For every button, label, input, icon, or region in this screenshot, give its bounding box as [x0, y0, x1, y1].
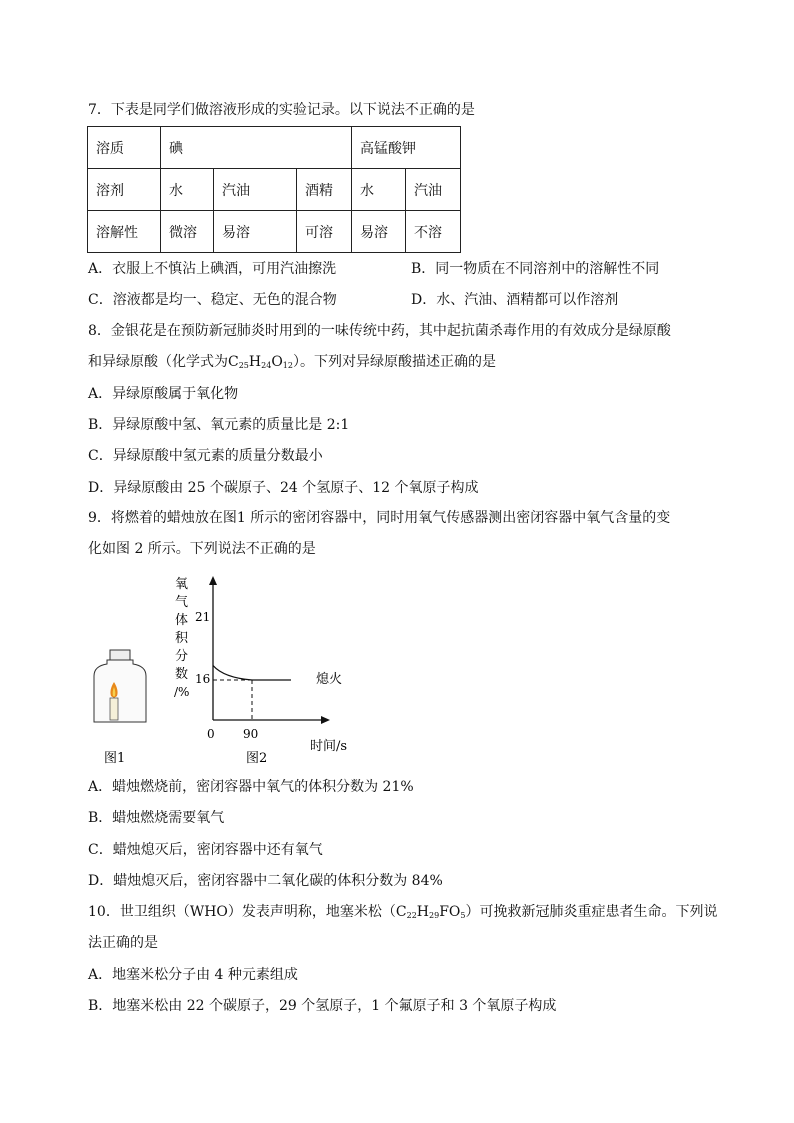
q7-stem: 7．下表是同学们做溶液形成的实验记录。以下说法不正确的是 — [88, 102, 475, 118]
y-axis-label: 氧 — [175, 577, 189, 592]
y-axis-arrow-icon — [209, 576, 217, 585]
table-cell: 易溶 — [352, 211, 406, 253]
y-axis-label: 气 — [175, 595, 189, 610]
q8-stem-line2 — [88, 352, 496, 376]
q9-option-a[interactable]: A．蜡烛燃烧前，密闭容器中氧气的体积分数为 21% — [88, 779, 414, 795]
q8-option-a[interactable]: A．异绿原酸属于氧化物 — [88, 386, 239, 402]
q10-stem-line1 — [88, 902, 718, 926]
table-cell: 溶解性 — [88, 211, 161, 253]
x-axis-arrow-icon — [321, 716, 330, 724]
q10-option-a[interactable]: A．地塞米松分子由 4 种元素组成 — [88, 967, 298, 983]
y-tick-21: 21 — [195, 610, 211, 624]
subscript: 25 — [238, 361, 249, 370]
y-axis-label: 分 — [175, 649, 189, 664]
fig2-label: 图2 — [246, 751, 268, 766]
q10-stem-text: ）可挽救新冠肺炎重症患者生命。下列说 — [465, 904, 718, 920]
table-cell: 溶质 — [88, 127, 161, 169]
x-tick-90: 90 — [243, 727, 259, 741]
table-cell: 碘 — [161, 127, 352, 169]
table-cell: 水 — [161, 169, 214, 211]
formula-part: H — [248, 354, 262, 370]
q10-stem-line2: 法正确的是 — [88, 935, 158, 951]
formula-part: H — [416, 904, 430, 920]
y-axis-label: 数 — [175, 667, 189, 682]
q9-option-c[interactable]: C．蜡烛熄灭后，密闭容器中还有氧气 — [88, 842, 323, 858]
q9-option-d[interactable]: D．蜡烛熄灭后，密闭容器中二氧化碳的体积分数为 84% — [88, 873, 443, 889]
x-tick-0: 0 — [207, 727, 215, 741]
bottle-with-candle-illustration — [94, 650, 146, 722]
table-cell: 易溶 — [214, 211, 297, 253]
q8-option-c[interactable]: C．异绿原酸中氢元素的质量分数最小 — [88, 448, 323, 464]
table-cell: 溶剂 — [88, 169, 161, 211]
q8-stem-text: 和异绿原酸（化学式为C — [88, 354, 239, 370]
q10-stem-text: 10．世卫组织（WHO）发表声明称，地塞米松（C — [88, 904, 407, 920]
q9-stem-line1: 9．将燃着的蜡烛放在图1 所示的密闭容器中，同时用氧气传感器测出密闭容器中氧气含量的变 — [88, 510, 671, 526]
table-cell: 高锰酸钾 — [352, 127, 461, 169]
table-cell: 不溶 — [406, 211, 461, 253]
fig1-label: 图1 — [104, 751, 126, 766]
q10-option-b[interactable]: B．地塞米松由 22 个碳原子，29 个氢原子，1 个氟原子和 3 个氧原子构成 — [88, 998, 557, 1014]
q8-option-b[interactable]: B．异绿原酸中氢、氧元素的质量比是 2:1 — [88, 417, 350, 433]
q9-figure — [80, 570, 410, 785]
subscript: 22 — [406, 911, 417, 920]
annotation-extinguish: 熄火 — [316, 672, 343, 687]
subscript: 24 — [261, 361, 272, 370]
q7-table — [87, 126, 461, 253]
formula-part: O — [271, 354, 283, 370]
table-cell: 微溶 — [161, 211, 214, 253]
subscript: 29 — [429, 911, 440, 920]
table-cell: 可溶 — [297, 211, 352, 253]
oxygen-curve-series-line — [213, 666, 291, 681]
table-cell: 酒精 — [297, 169, 352, 211]
table-cell: 汽油 — [406, 169, 461, 211]
y-axis-label: 体 — [175, 613, 189, 628]
y-axis-unit: /% — [174, 685, 190, 699]
q9-stem-line2: 化如图 2 所示。下列说法不正确的是 — [88, 541, 316, 557]
y-axis-label: 积 — [175, 631, 189, 646]
subscript: 5 — [460, 911, 466, 920]
q8-option-d[interactable]: D．异绿原酸由 25 个碳原子、24 个氢原子、12 个氧原子构成 — [88, 480, 479, 496]
x-axis-label: 时间/s — [310, 739, 348, 754]
q9-option-b[interactable]: B．蜡烛燃烧需要氧气 — [88, 810, 225, 826]
q7-option-c[interactable]: C．溶液都是均一、稳定、无色的混合物 — [88, 292, 337, 308]
q8-stem-text: ）。下列对异绿原酸描述正确的是 — [292, 354, 496, 370]
table-cell: 水 — [352, 169, 406, 211]
q7-option-b[interactable]: B．同一物质在不同溶剂中的溶解性不同 — [411, 261, 660, 277]
table-cell: 汽油 — [214, 169, 297, 211]
formula-part: FO — [439, 904, 461, 920]
subscript: 12 — [282, 361, 293, 370]
q7-option-d[interactable]: D．水、汽油、酒精都可以作溶剂 — [411, 292, 619, 308]
q8-stem-line1: 8．金银花是在预防新冠肺炎时用到的一味传统中药，其中起抗菌杀毒作用的有效成分是绿原酸 — [88, 323, 671, 339]
q7-option-a[interactable]: A．衣服上不慎沾上碘酒，可用汽油擦洗 — [88, 261, 337, 277]
y-tick-16: 16 — [195, 672, 211, 686]
